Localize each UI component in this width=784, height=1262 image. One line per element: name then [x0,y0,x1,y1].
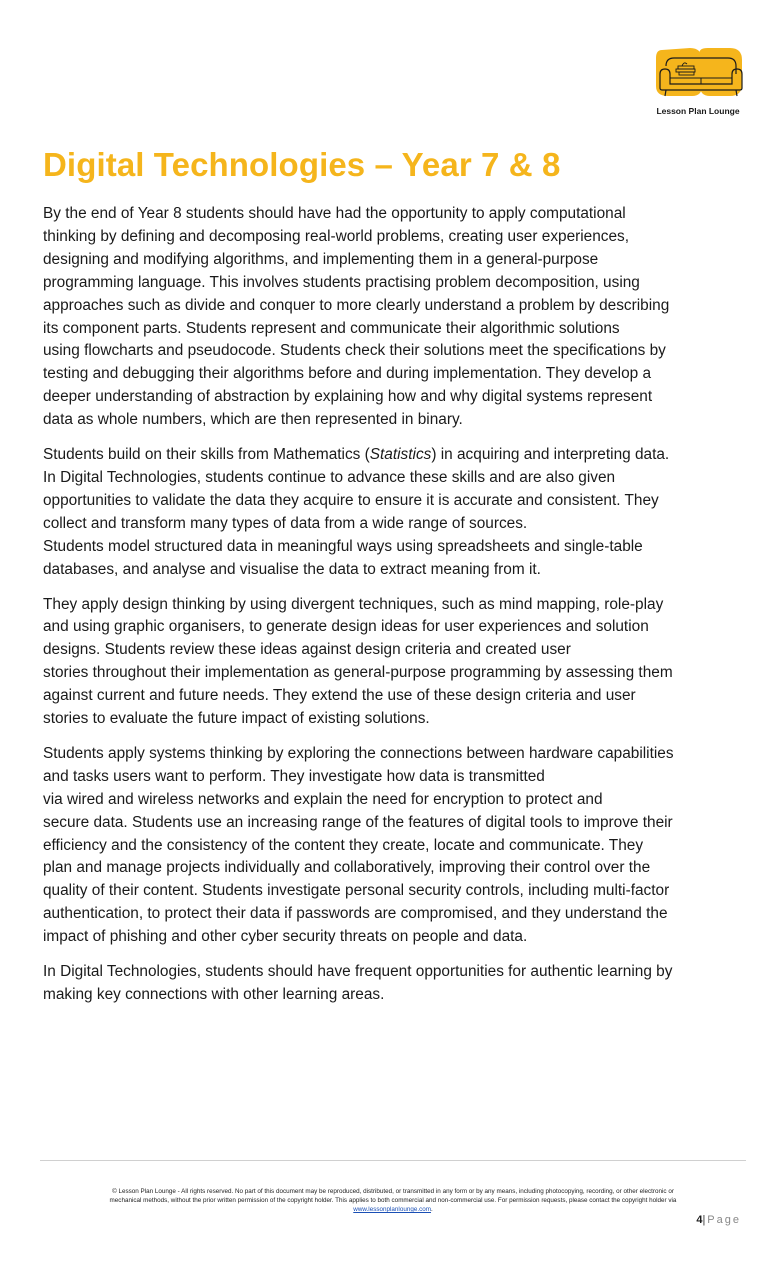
paragraph-connections [43,961,748,1007]
text-line: They apply design thinking by using divergent techniques, such as mind mapping, role-play [43,595,664,613]
text-line: and tasks users want to perform. They investigate how data is transmitted [43,767,545,785]
text-line: testing and debugging their algorithms before and during implementation. They develop a [43,365,652,383]
text-line: deeper understanding of abstraction by explaining how and why digital systems represent [43,388,653,406]
paragraph-design-thinking [43,594,748,731]
footer-divider [40,1160,746,1161]
page-separator: | [702,1214,708,1226]
text-line: In Digital Technologies, students continue to advance these skills and are also given [43,468,616,486]
text-line: programming language. This involves students practising problem decomposition, using [43,273,640,291]
text-line [43,444,748,467]
text-line: In Digital Technologies, students should have frequent opportunities for authentic learning by [43,963,673,981]
text-line: plan and manage projects individually and collaboratively, improving their control over the [43,859,651,877]
paragraph-systems-thinking [43,743,748,949]
text-line: stories to evaluate the future impact of existing solutions. [43,710,430,728]
italic-term: Statistics [369,446,432,464]
text-line: opportunities to validate the data they acquire to ensure it is accurate and consistent. They [43,491,659,509]
text-run: Students build on their skills from Mathematics ( [43,446,370,464]
text-line: stories throughout their implementation as general-purpose programming by assessing them [43,664,673,682]
text-line: making key connections with other learning areas. [43,986,385,1003]
link-suffix: . [430,1206,433,1213]
copyright-line: mechanical methods, without the prior written permission of the copyright holder. This applies to both commercial and non-commercial use. For permission requests, please contact the copyright holder via [109,1197,677,1204]
text-line: secure data. Students use an increasing range of the features of digital tools to improve their [43,813,673,831]
text-line: Students model structured data in meaningful ways using spreadsheets and single-table [43,537,643,555]
text-line: databases, and analyse and visualise the data to extract meaning from it. [43,560,541,578]
text-line: using flowcharts and pseudocode. Students check their solutions meet the specifications by [43,342,666,360]
copyright-line: © Lesson Plan Lounge - All rights reserved. No part of this document may be reproduced, distributed, or transmitted in any form or by any means, including photocopying, recording, or other electronic or [112,1188,674,1195]
text-line: designing and modifying algorithms, and implementing them in a general-purpose [43,250,599,268]
text-line: designs. Students review these ideas against design criteria and created user [43,641,571,659]
website-link[interactable]: www.lessonplanlounge.com [353,1206,431,1213]
sofa-logo-icon [652,44,744,104]
text-line: approaches such as divide and conquer to more clearly understand a problem by describing [43,296,670,314]
copyright-notice [46,1187,740,1214]
page-number [696,1214,741,1226]
text-run: ) in acquiring and interpreting data. [431,446,670,464]
main-content [43,203,748,1019]
text-line: collect and transform many types of data from a wide range of sources. [43,514,528,532]
logo-text: Lesson Plan Lounge [656,106,740,116]
text-line: efficiency and the consistency of the content they create, locate and communicate. They [43,836,644,854]
text-line: its component parts. Students represent and communicate their algorithmic solutions [43,319,620,337]
text-line: impact of phishing and other cyber security threats on people and data. [43,928,528,946]
text-line: against current and future needs. They extend the use of these design criteria and user [43,687,636,705]
lesson-plan-lounge-logo [650,44,746,120]
text-line: quality of their content. Students investigate personal security controls, including multi-factor [43,882,670,900]
text-line: via wired and wireless networks and explain the need for encryption to protect and [43,790,603,808]
text-line: and using graphic organisers, to generate design ideas for user experiences and solution [43,618,649,636]
text-line: Students apply systems thinking by exploring the connections between hardware capabilities [43,744,674,762]
page-label: Page [707,1214,741,1226]
text-line: thinking by defining and decomposing real-world problems, creating user experiences, [43,227,630,245]
text-line: By the end of Year 8 students should have had the opportunity to apply computational [43,205,626,222]
text-line: authentication, to protect their data if passwords are compromised, and they understand the [43,905,668,923]
paragraph-overview [43,203,748,432]
page-number-value: 4 [696,1214,703,1226]
text-line: data as whole numbers, which are then represented in binary. [43,411,463,429]
copyright-link-line [46,1205,740,1214]
paragraph-data [43,444,748,581]
page-title: Digital Technologies – Year 7 & 8 [43,146,561,183]
